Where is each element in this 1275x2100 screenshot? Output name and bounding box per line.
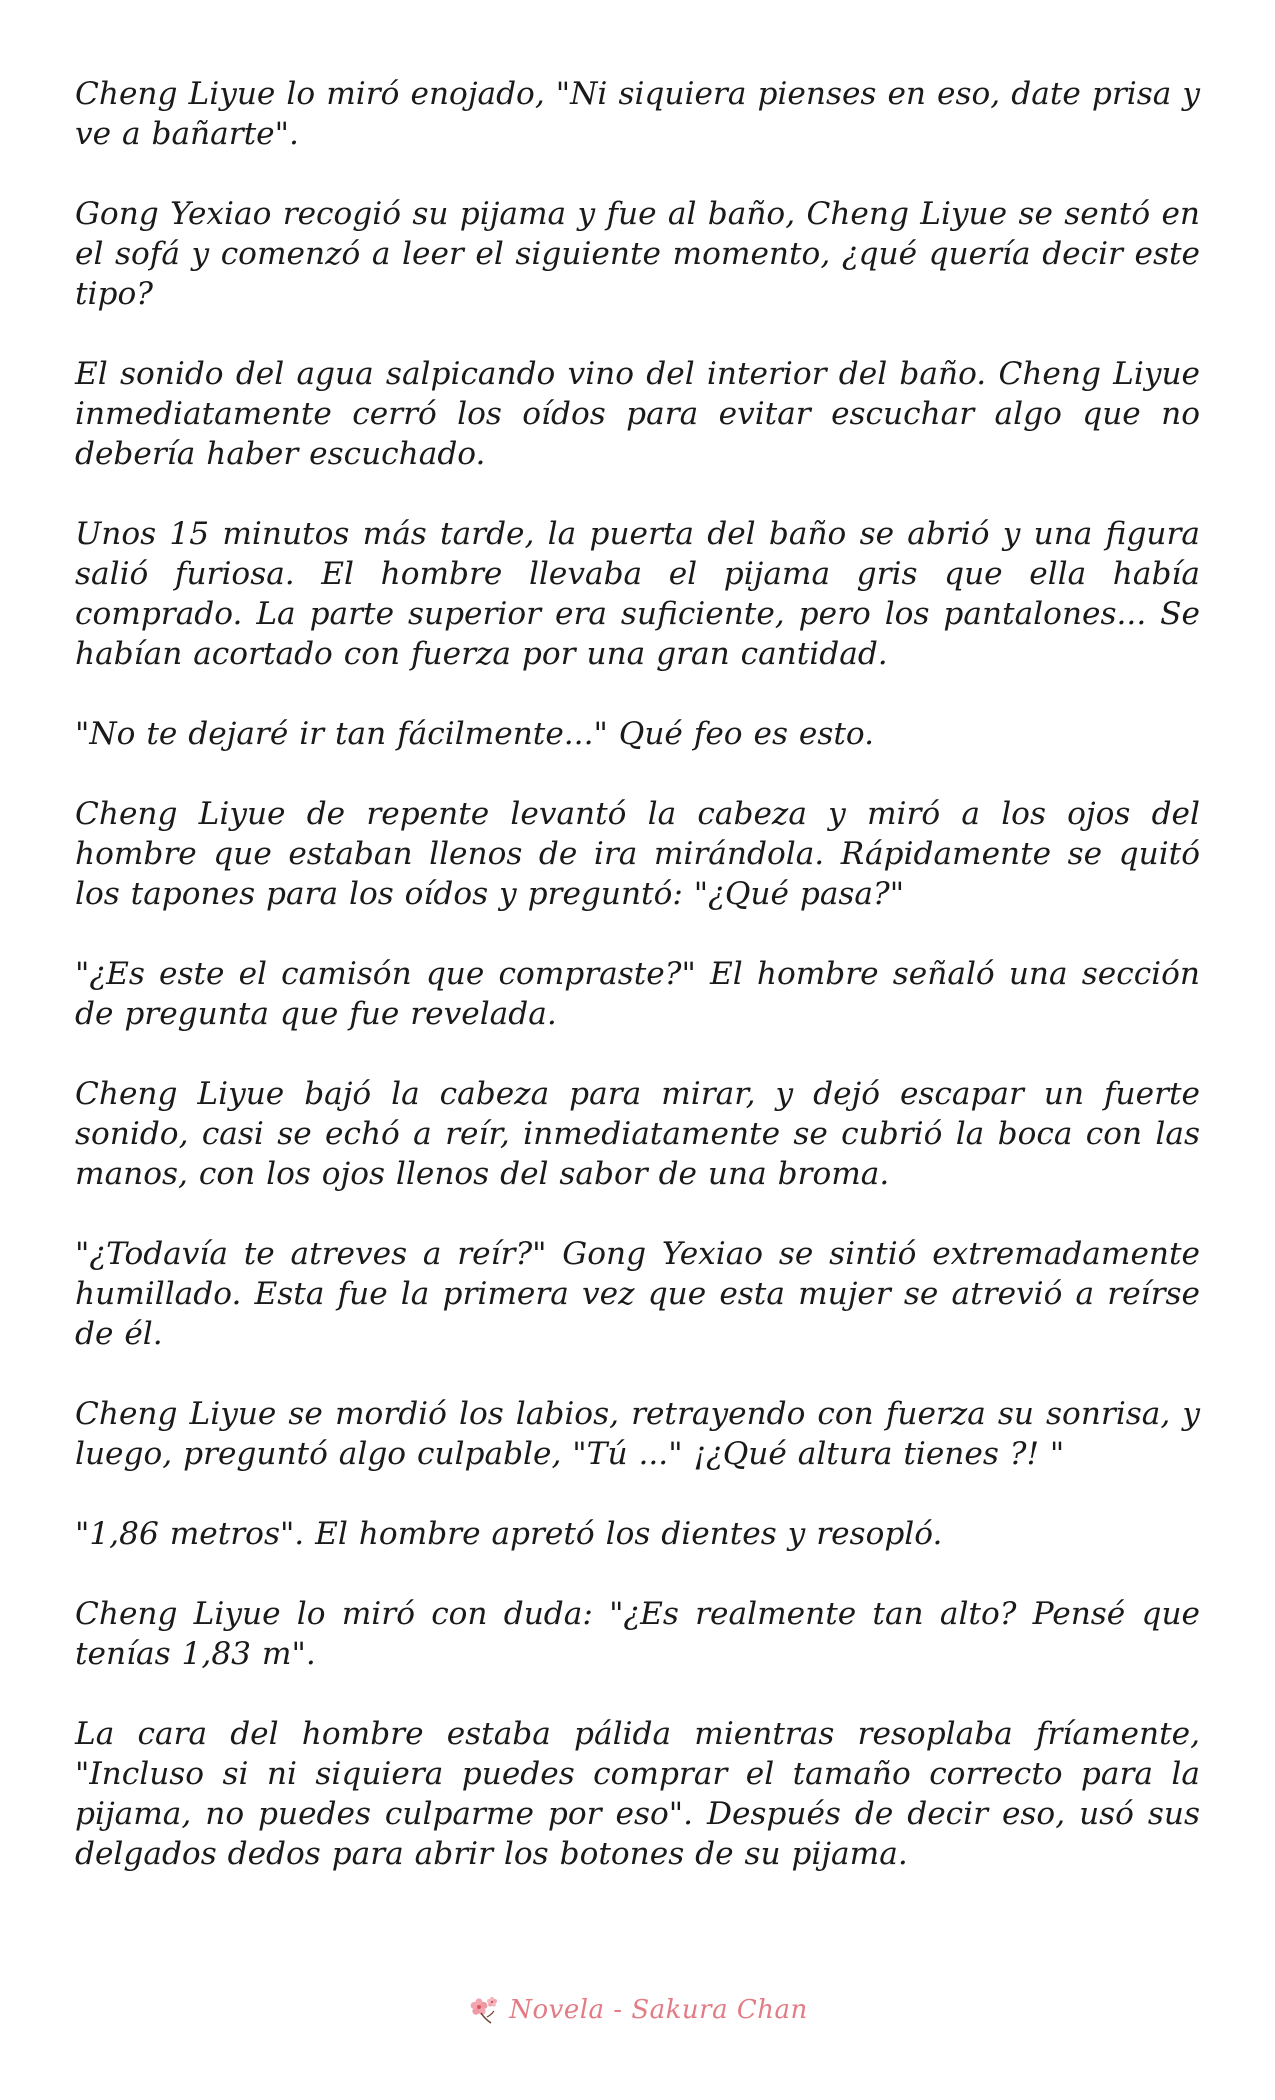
paragraph-8: Cheng Liyue bajó la cabeza para mirar, y dejó escapar un fuerte sonido, casi se echó a reír, inmediatamente se cubrió la boca con las manos, con los ojos llenos del sabor de una broma. (75, 1076, 1200, 1192)
paragraph-10: Cheng Liyue se mordió los labios, retrayendo con fuerza su sonrisa, y luego, preguntó algo culpable, "Tú ..." ¡¿Qué altura tienes ?! " (75, 1396, 1200, 1472)
paragraph-6: Cheng Liyue de repente levantó la cabeza y miró a los ojos del hombre que estaban llenos de ira mirándola. Rápidamente se quitó los tapones para los oídos y preguntó: "¿Qué pasa?" (75, 796, 1200, 912)
paragraph-13: La cara del hombre estaba pálida mientras resoplaba fríamente, "Incluso si ni siquiera puedes comprar el tamaño correcto para la pijama, no puedes culparme por eso". Después de decir eso, usó sus delgados dedos para abrir los botones de su pijama. (75, 1716, 1200, 1872)
watermark (0, 1987, 1275, 2033)
paragraph-4: Unos 15 minutos más tarde, la puerta del baño se abrió y una figura salió furiosa. El hombre llevaba el pijama gris que ella había comprado. La parte superior era suficiente, pero los pantalones... Se habían acortado con fuerza por una gran cantidad. (75, 516, 1200, 672)
paragraph-9: "¿Todavía te atreves a reír?" Gong Yexiao se sintió extremadamente humillado. Esta fue la primera vez que esta mujer se atrevió a reírse de él. (75, 1236, 1200, 1352)
paragraph-5: "No te dejaré ir tan fácilmente..." Qué feo es esto. (75, 716, 874, 752)
paragraph-2: Gong Yexiao recogió su pijama y fue al baño, Cheng Liyue se sentó en el sofá y comenzó a leer el siguiente momento, ¿qué quería decir este tipo? (75, 196, 1200, 312)
sakura-flower-icon (467, 1993, 501, 2027)
paragraph-3: El sonido del agua salpicando vino del interior del baño. Cheng Liyue inmediatamente cerró los oídos para evitar escuchar algo que no debería haber escuchado. (75, 356, 1200, 472)
paragraph-7: "¿Es este el camisón que compraste?" El hombre señaló una sección de pregunta que fue revelada. (75, 956, 1200, 1032)
paragraph-11: "1,86 metros". El hombre apretó los dientes y resopló. (75, 1516, 943, 1552)
paragraph-12: Cheng Liyue lo miró con duda: "¿Es realmente tan alto? Pensé que tenías 1,83 m". (75, 1596, 1200, 1672)
paragraph-1: Cheng Liyue lo miró enojado, "Ni siquiera pienses en eso, date prisa y ve a bañarte". (75, 76, 1200, 152)
watermark-text: Novela - Sakura Chan (509, 1995, 808, 2025)
